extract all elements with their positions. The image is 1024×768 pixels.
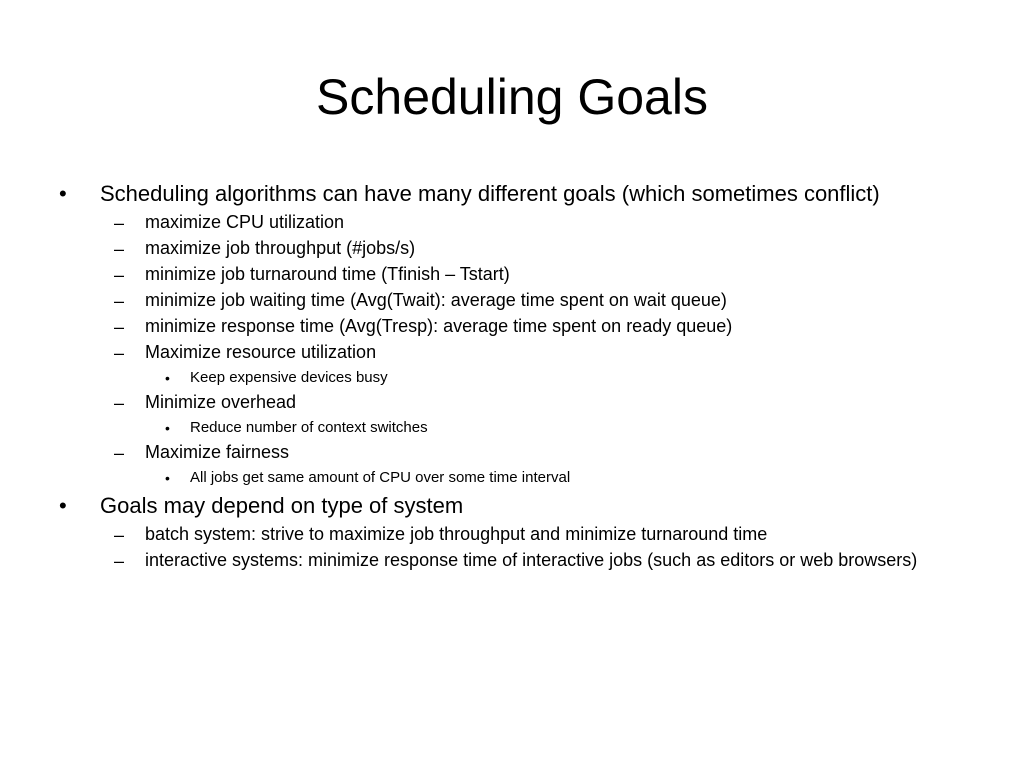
sub-bullet-item [0,548,1024,596]
sub-bullet-text: Maximize fairness [145,442,290,462]
sub-sub-bullet-item [0,466,1024,490]
dash-marker: – [114,551,125,571]
dash-marker: – [114,343,125,363]
dash-marker: – [114,525,125,545]
bullet-item [0,178,1024,210]
sub-bullet-item [0,236,1024,262]
slide-title: Scheduling Goals [316,69,708,125]
sub-sub-bullet-text: Reduce number of context switches [190,419,428,436]
sub-bullet-text: maximize CPU utilization [145,212,345,232]
dash-marker: – [114,291,125,311]
dash-marker: – [114,443,125,463]
bullet-text: Scheduling algorithms can have many different goals (which sometimes conflict) [100,181,880,206]
dash-marker: – [114,393,125,413]
sub-bullet-item [0,288,1024,314]
dash-marker: – [114,317,125,337]
bullet-marker: • [165,370,170,386]
bullet-marker: • [165,420,170,436]
sub-bullet-text: minimize job turnaround time (Tfinish – Tstart) [145,264,510,284]
sub-bullet-item [0,440,1024,466]
bullet-marker: • [59,181,67,206]
sub-bullet-item [0,314,1024,340]
sub-bullet-item [0,340,1024,366]
bullet-item [0,490,1024,522]
sub-bullet-text: Minimize overhead [145,392,297,412]
sub-bullet-item [0,262,1024,288]
sub-bullet-item [0,210,1024,236]
slide-body [0,178,1024,596]
sub-bullet-item [0,522,1024,548]
sub-sub-bullet-item [0,416,1024,440]
sub-bullet-item [0,390,1024,416]
sub-bullet-text: minimize response time (Avg(Tresp): average time spent on ready queue) [145,316,733,336]
sub-sub-bullet-item [0,366,1024,390]
sub-bullet-text: batch system: strive to maximize job throughput and minimize turnaround time [145,524,768,544]
sub-sub-bullet-text: All jobs get same amount of CPU over some time interval [190,469,571,486]
sub-bullet-text: interactive systems: minimize response time of interactive jobs (such as editors or web browsers) [145,550,918,570]
bullet-marker: • [165,470,170,486]
sub-bullet-text: minimize job waiting time (Avg(Twait): average time spent on wait queue) [145,290,727,310]
dash-marker: – [114,265,125,285]
sub-bullet-text: maximize job throughput (#jobs/s) [145,238,416,258]
bullet-marker: • [59,493,67,518]
dash-marker: – [114,239,125,259]
bullet-text: Goals may depend on type of system [100,493,464,518]
sub-sub-bullet-text: Keep expensive devices busy [190,369,388,386]
sub-bullet-text: Maximize resource utilization [145,342,377,362]
dash-marker: – [114,213,125,233]
